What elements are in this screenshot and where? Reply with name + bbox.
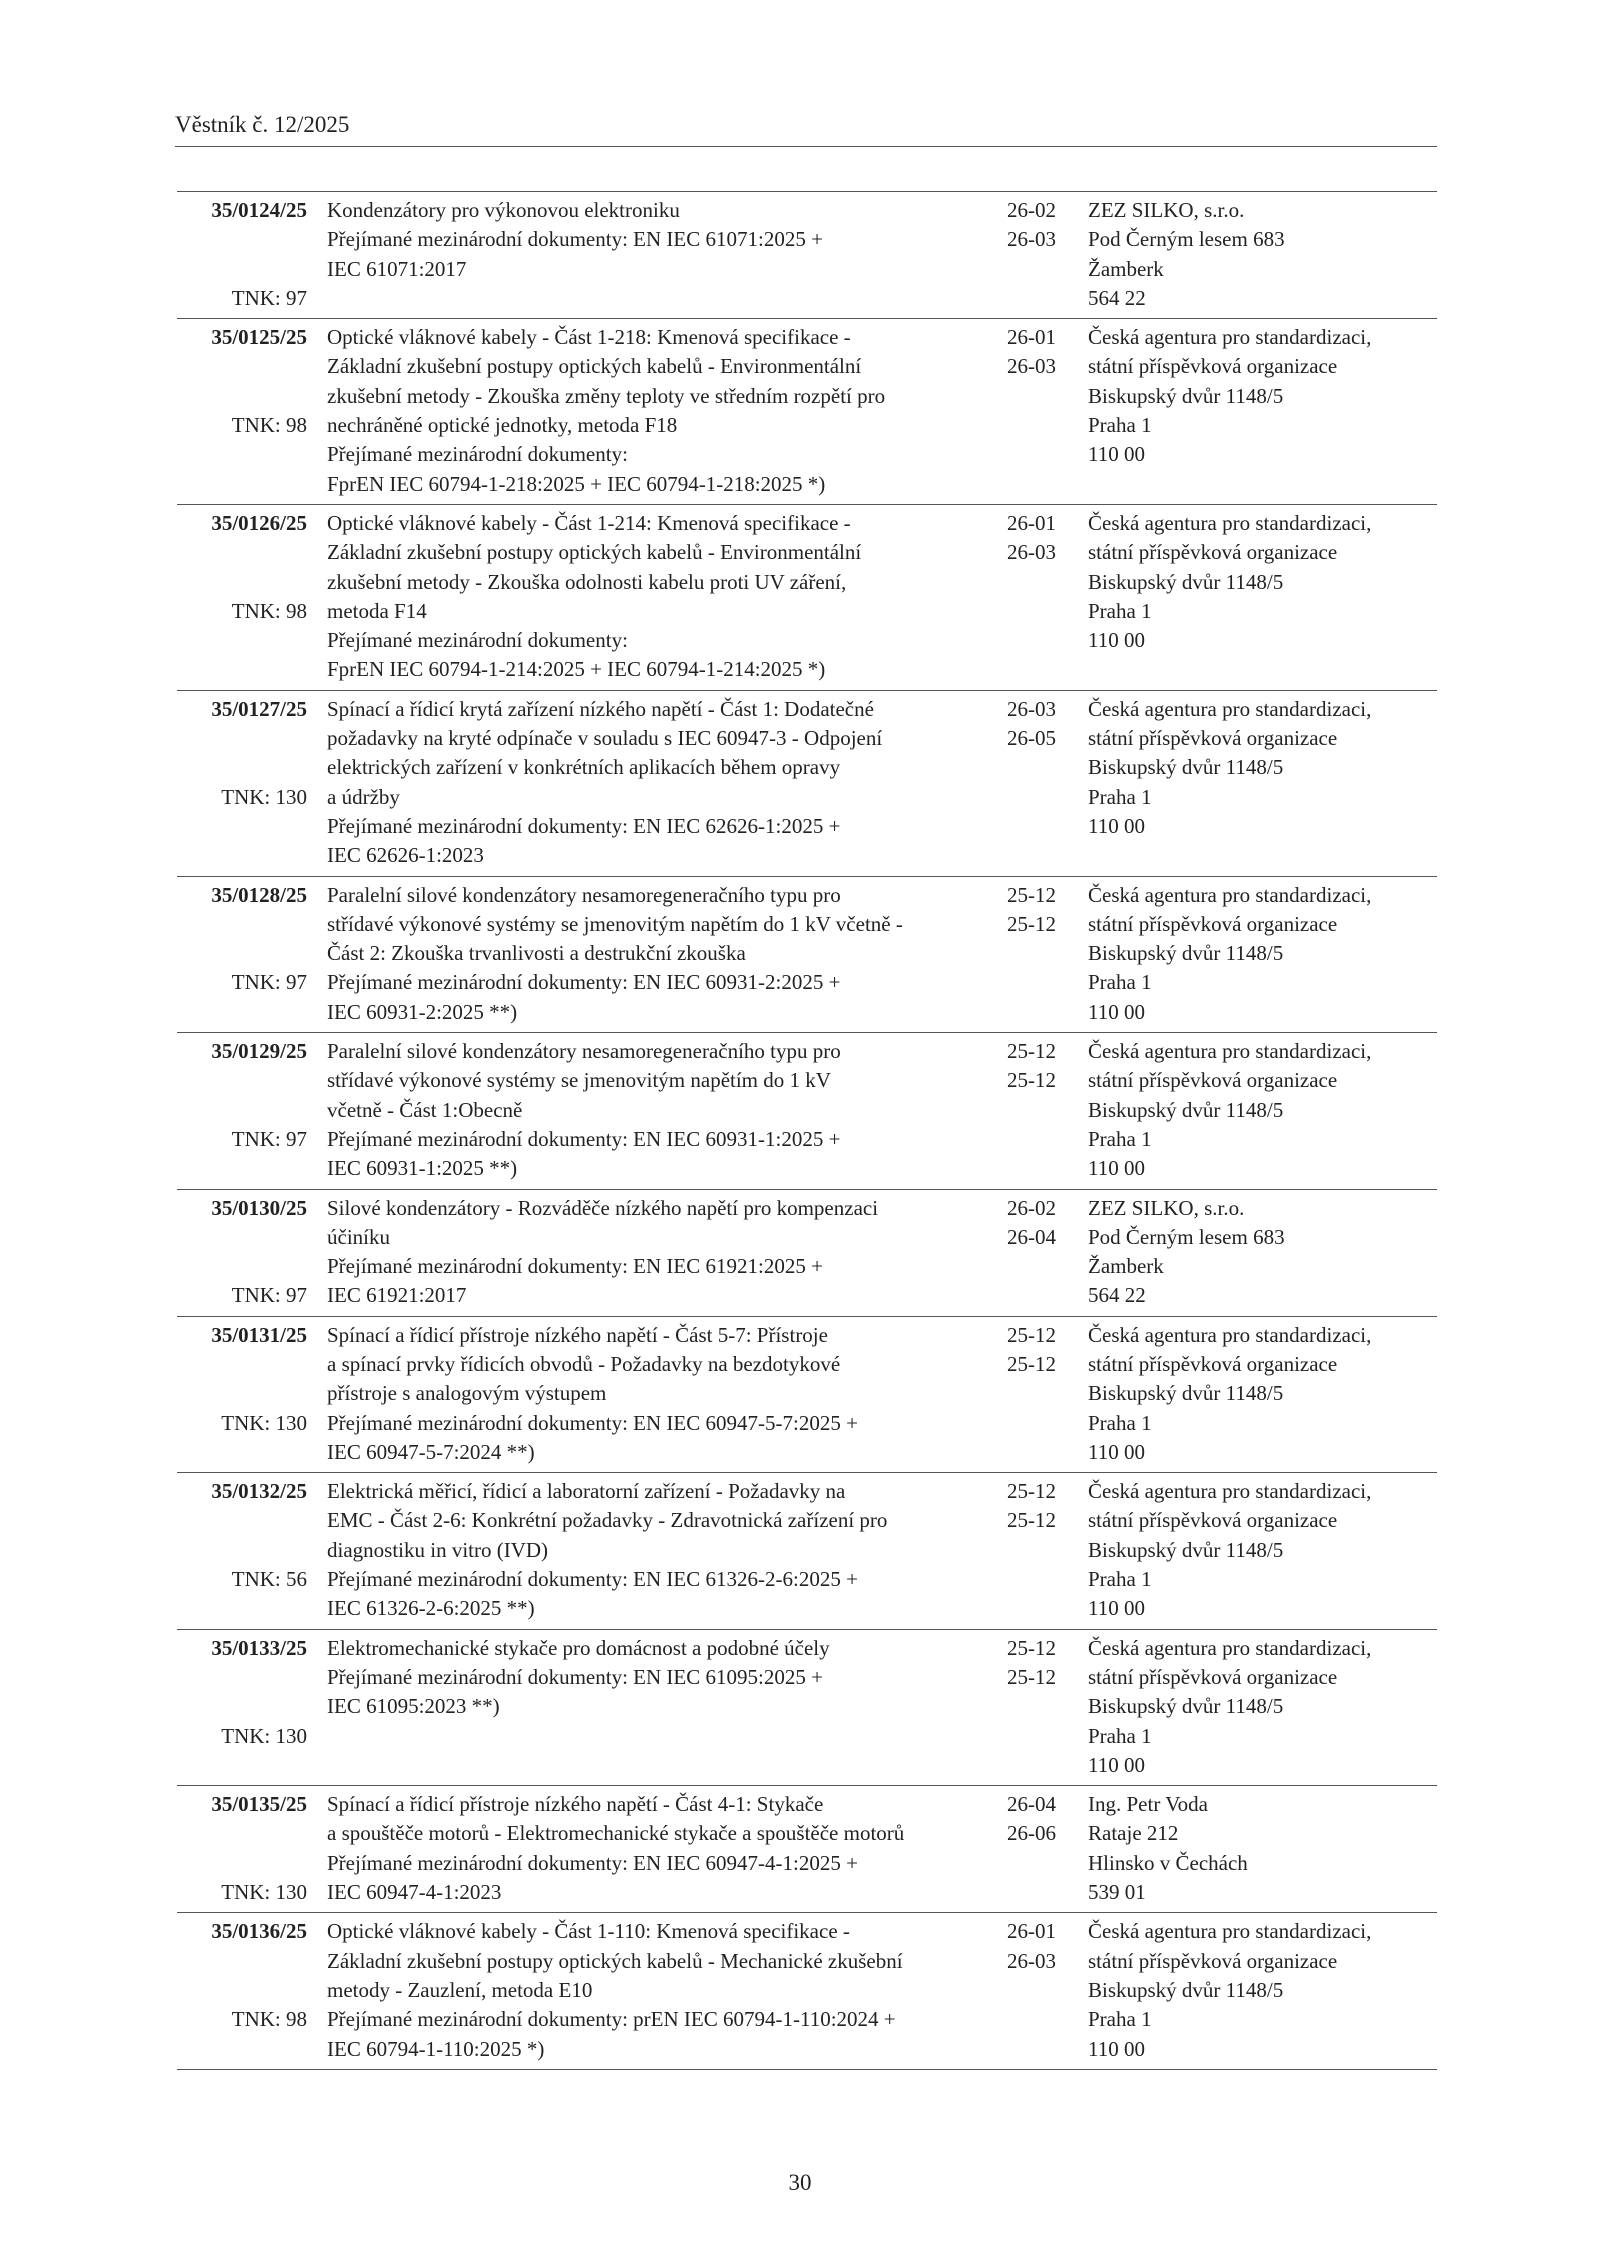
org-line: 110 00 (1088, 813, 1145, 838)
org-line: Biskupský dvůr 1148/5 (1088, 1537, 1284, 1562)
title-line: zkušební metody - Zkouška změny teploty ve středním rozpětí pro (327, 383, 886, 408)
entry-id: 35/0127/25 (211, 696, 307, 721)
entry-org-cell (1088, 1477, 1437, 1623)
org-line: státní příspěvková organizace (1088, 354, 1338, 379)
tnk-label: TNK: 130 (221, 1410, 307, 1435)
table-row (177, 1317, 1437, 1473)
date: 26-04 (1007, 1224, 1056, 1249)
org-line: Česká agentura pro standardizaci, (1088, 1479, 1372, 1504)
entry-org-cell (1088, 509, 1437, 685)
entry-title-cell (317, 196, 1007, 313)
date: 26-02 (1007, 1195, 1056, 1220)
title-line: nechráněné optické jednotky, metoda F18 (327, 413, 678, 438)
title-line: Optické vláknové kabely - Část 1-214: Kmenová specifikace - (327, 510, 851, 535)
org-line: Rataje 212 (1088, 1821, 1179, 1846)
tnk-label: TNK: 98 (231, 2007, 307, 2032)
title-line: Přejímané mezinárodní dokumenty: EN IEC 62626-1:2025 + (327, 813, 841, 838)
table-row (177, 505, 1437, 691)
header-divider (175, 146, 1437, 147)
org-line: Česká agentura pro standardizaci, (1088, 1635, 1372, 1660)
title-line: Základní zkušební postupy optických kabelů - Mechanické zkušební (327, 1948, 903, 1973)
org-line: Biskupský dvůr 1148/5 (1088, 1097, 1284, 1122)
title-line: Přejímané mezinárodní dokumenty: EN IEC 61921:2025 + (327, 1254, 823, 1279)
title-line: Optické vláknové kabely - Část 1-110: Kmenová specifikace - (327, 1919, 850, 1944)
date: 26-04 (1007, 1792, 1056, 1817)
entry-dates-cell (1007, 1477, 1088, 1623)
org-line: Praha 1 (1088, 1410, 1152, 1435)
title-line: Přejímané mezinárodní dokumenty: EN IEC 61095:2025 + (327, 1664, 823, 1689)
org-line: státní příspěvková organizace (1088, 1068, 1338, 1093)
table-row (177, 691, 1437, 877)
title-line: IEC 61921:2017 (327, 1283, 467, 1308)
tnk-label: TNK: 97 (231, 970, 307, 995)
org-line: 110 00 (1088, 442, 1145, 467)
entry-id-cell (177, 1634, 317, 1780)
table-row (177, 877, 1437, 1033)
tnk-label: TNK: 97 (231, 1283, 307, 1308)
entry-title-cell (317, 323, 1007, 499)
table-row (177, 1033, 1437, 1189)
org-line: Česká agentura pro standardizaci, (1088, 1322, 1372, 1347)
org-line: státní příspěvková organizace (1088, 1948, 1338, 1973)
tnk-label: TNK: 98 (231, 598, 307, 623)
table-row (177, 1473, 1437, 1629)
org-line: Česká agentura pro standardizaci, (1088, 325, 1372, 350)
title-line: Přejímané mezinárodní dokumenty: EN IEC 60931-2:2025 + (327, 970, 841, 995)
title-line: Přejímané mezinárodní dokumenty: (327, 442, 628, 467)
org-line: Biskupský dvůr 1148/5 (1088, 1381, 1284, 1406)
tnk-label: TNK: 98 (231, 413, 307, 438)
bulletin-header: Věstník č. 12/2025 (175, 112, 350, 137)
title-line: IEC 61095:2023 **) (327, 1694, 500, 1719)
date: 25-12 (1007, 1322, 1056, 1347)
title-line: Elektrická měřicí, řídicí a laboratorní zařízení - Požadavky na (327, 1479, 846, 1504)
entry-id-cell (177, 1917, 317, 2063)
entry-title-cell (317, 1477, 1007, 1623)
org-line: Biskupský dvůr 1148/5 (1088, 569, 1284, 594)
table-row (177, 1913, 1437, 2069)
date: 25-12 (1007, 1039, 1056, 1064)
date: 25-12 (1007, 1068, 1056, 1093)
entry-dates-cell (1007, 1634, 1088, 1780)
entry-title-cell (317, 881, 1007, 1027)
org-line: Biskupský dvůr 1148/5 (1088, 1977, 1284, 2002)
date: 26-01 (1007, 325, 1056, 350)
title-line: Spínací a řídicí přístroje nízkého napětí - Část 4-1: Stykače (327, 1792, 824, 1817)
title-line: Paralelní silové kondenzátory nesamoregeneračního typu pro (327, 882, 841, 907)
org-line: Česká agentura pro standardizaci, (1088, 1039, 1372, 1064)
entry-dates-cell (1007, 695, 1088, 871)
entry-id-cell (177, 1790, 317, 1907)
org-line: Biskupský dvůr 1148/5 (1088, 383, 1284, 408)
entry-id-cell (177, 1194, 317, 1311)
org-line: Ing. Petr Voda (1088, 1792, 1208, 1817)
title-line: Silové kondenzátory - Rozváděče nízkého napětí pro kompenzaci (327, 1195, 879, 1220)
title-line: Spínací a řídicí přístroje nízkého napětí - Část 5-7: Přístroje (327, 1322, 828, 1347)
title-line: účiníku (327, 1224, 390, 1249)
title-line: metody - Zauzlení, metoda E10 (327, 1977, 593, 2002)
date: 25-12 (1007, 1508, 1056, 1533)
title-line: střídavé výkonové systémy se jmenovitým napětím do 1 kV včetně - (327, 911, 903, 936)
entry-title-cell (317, 695, 1007, 871)
title-line: a údržby (327, 784, 400, 809)
org-line: státní příspěvková organizace (1088, 911, 1338, 936)
entry-id: 35/0130/25 (211, 1195, 307, 1220)
entry-title-cell (317, 1917, 1007, 2063)
title-line: a spínací prvky řídicích obvodů - Požadavky na bezdotykové (327, 1351, 841, 1376)
org-line: státní příspěvková organizace (1088, 726, 1338, 751)
entry-dates-cell (1007, 1037, 1088, 1183)
org-line: 539 01 (1088, 1880, 1146, 1905)
org-line: státní příspěvková organizace (1088, 1664, 1338, 1689)
entry-title-cell (317, 1194, 1007, 1311)
title-line: Přejímané mezinárodní dokumenty: EN IEC 60931-1:2025 + (327, 1126, 841, 1151)
tnk-label: TNK: 130 (221, 1880, 307, 1905)
org-line: Pod Černým lesem 683 (1088, 227, 1285, 252)
entry-id-cell (177, 881, 317, 1027)
org-line: Praha 1 (1088, 1723, 1152, 1748)
title-line: Přejímané mezinárodní dokumenty: EN IEC 60947-5-7:2025 + (327, 1410, 858, 1435)
org-line: 110 00 (1088, 628, 1145, 653)
entry-id-cell (177, 1037, 317, 1183)
entry-id-cell (177, 1321, 317, 1467)
entry-id-cell (177, 509, 317, 685)
org-line: Česká agentura pro standardizaci, (1088, 510, 1372, 535)
standards-table (177, 191, 1437, 2070)
title-line: Přejímané mezinárodní dokumenty: prEN IEC 60794-1-110:2024 + (327, 2007, 896, 2032)
table-row (177, 1630, 1437, 1786)
title-line: IEC 60947-5-7:2024 **) (327, 1439, 535, 1464)
title-line: střídavé výkonové systémy se jmenovitým napětím do 1 kV (327, 1068, 831, 1093)
title-line: IEC 61071:2017 (327, 256, 467, 281)
entry-title-cell (317, 1037, 1007, 1183)
entry-title-cell (317, 509, 1007, 685)
date: 26-06 (1007, 1821, 1056, 1846)
title-line: FprEN IEC 60794-1-218:2025 + IEC 60794-1-218:2025 *) (327, 471, 826, 496)
table-row (177, 1786, 1437, 1913)
title-line: IEC 62626-1:2023 (327, 843, 484, 868)
title-line: Spínací a řídicí krytá zařízení nízkého napětí - Část 1: Dodatečné (327, 696, 874, 721)
title-line: včetně - Část 1:Obecně (327, 1097, 523, 1122)
title-line: Přejímané mezinárodní dokumenty: EN IEC 61071:2025 + (327, 227, 823, 252)
org-line: Hlinsko v Čechách (1088, 1850, 1248, 1875)
date: 26-01 (1007, 1919, 1056, 1944)
entry-dates-cell (1007, 881, 1088, 1027)
title-line: Část 2: Zkouška trvanlivosti a destrukční zkouška (327, 941, 746, 966)
title-line: Základní zkušební postupy optických kabelů - Environmentální (327, 540, 862, 565)
org-line: 564 22 (1088, 285, 1146, 310)
entry-id: 35/0129/25 (211, 1039, 307, 1064)
org-line: Praha 1 (1088, 1126, 1152, 1151)
entry-org-cell (1088, 1194, 1437, 1311)
title-line: EMC - Část 2-6: Konkrétní požadavky - Zdravotnická zařízení pro (327, 1508, 888, 1533)
entry-title-cell (317, 1790, 1007, 1907)
org-line: 110 00 (1088, 1752, 1145, 1777)
date: 26-03 (1007, 696, 1056, 721)
org-line: 110 00 (1088, 1439, 1145, 1464)
title-line: IEC 60794-1-110:2025 *) (327, 2036, 545, 2061)
date: 25-12 (1007, 1635, 1056, 1660)
org-line: Praha 1 (1088, 784, 1152, 809)
entry-org-cell (1088, 1917, 1437, 2063)
date: 25-12 (1007, 882, 1056, 907)
title-line: Základní zkušební postupy optických kabelů - Environmentální (327, 354, 862, 379)
org-line: Praha 1 (1088, 598, 1152, 623)
org-line: Pod Černým lesem 683 (1088, 1224, 1285, 1249)
entry-id: 35/0125/25 (211, 325, 307, 350)
title-line: IEC 60931-1:2025 **) (327, 1156, 518, 1181)
org-line: ZEZ SILKO, s.r.o. (1088, 1195, 1245, 1220)
org-line: Praha 1 (1088, 1567, 1152, 1592)
entry-id-cell (177, 695, 317, 871)
entry-org-cell (1088, 881, 1437, 1027)
org-line: Česká agentura pro standardizaci, (1088, 696, 1372, 721)
title-line: FprEN IEC 60794-1-214:2025 + IEC 60794-1-214:2025 *) (327, 657, 826, 682)
title-line: požadavky na kryté odpínače v souladu s IEC 60947-3 - Odpojení (327, 726, 883, 751)
title-line: Kondenzátory pro výkonovou elektroniku (327, 198, 680, 222)
entry-id-cell (177, 1477, 317, 1623)
tnk-label: TNK: 56 (231, 1567, 307, 1592)
org-line: Biskupský dvůr 1148/5 (1088, 755, 1284, 780)
date: 26-02 (1007, 198, 1056, 222)
entry-org-cell (1088, 695, 1437, 871)
date: 26-03 (1007, 354, 1056, 379)
entry-org-cell (1088, 323, 1437, 499)
title-line: IEC 60931-2:2025 **) (327, 999, 518, 1024)
entry-id: 35/0124/25 (211, 198, 307, 222)
org-line: 110 00 (1088, 999, 1145, 1024)
table-row (177, 319, 1437, 505)
table-row (177, 1190, 1437, 1317)
entry-org-cell (1088, 196, 1437, 313)
date: 26-05 (1007, 726, 1056, 751)
date: 25-12 (1007, 1479, 1056, 1504)
org-line: Česká agentura pro standardizaci, (1088, 1919, 1372, 1944)
org-line: Praha 1 (1088, 413, 1152, 438)
org-line: Biskupský dvůr 1148/5 (1088, 1694, 1284, 1719)
entry-dates-cell (1007, 509, 1088, 685)
entry-title-cell (317, 1634, 1007, 1780)
org-line: státní příspěvková organizace (1088, 540, 1338, 565)
title-line: Paralelní silové kondenzátory nesamoregeneračního typu pro (327, 1039, 841, 1064)
entry-org-cell (1088, 1321, 1437, 1467)
entry-id: 35/0131/25 (211, 1322, 307, 1347)
entry-id: 35/0133/25 (211, 1635, 307, 1660)
entry-title-cell (317, 1321, 1007, 1467)
entry-id: 35/0126/25 (211, 510, 307, 535)
title-line: diagnostiku in vitro (IVD) (327, 1537, 549, 1562)
title-line: a spouštěče motorů - Elektromechanické stykače a spouštěče motorů (327, 1821, 905, 1846)
tnk-label: TNK: 130 (221, 784, 307, 809)
org-line: Biskupský dvůr 1148/5 (1088, 941, 1284, 966)
date: 26-03 (1007, 540, 1056, 565)
title-line: metoda F14 (327, 598, 427, 623)
table-row (177, 192, 1437, 319)
entry-org-cell (1088, 1634, 1437, 1780)
org-line: státní příspěvková organizace (1088, 1508, 1338, 1533)
date: 25-12 (1007, 1664, 1056, 1689)
org-line: ZEZ SILKO, s.r.o. (1088, 198, 1245, 222)
org-line: 564 22 (1088, 1283, 1146, 1308)
org-line: Žamberk (1088, 1254, 1164, 1279)
entry-org-cell (1088, 1037, 1437, 1183)
entry-dates-cell (1007, 196, 1088, 313)
entry-dates-cell (1007, 1321, 1088, 1467)
title-line: Přejímané mezinárodní dokumenty: EN IEC 61326-2-6:2025 + (327, 1567, 858, 1592)
tnk-label: TNK: 97 (231, 285, 307, 310)
date: 26-01 (1007, 510, 1056, 535)
org-line: Žamberk (1088, 256, 1164, 281)
title-line: Elektromechanické stykače pro domácnost a podobné účely (327, 1635, 830, 1660)
entry-dates-cell (1007, 1194, 1088, 1311)
date: 26-03 (1007, 227, 1056, 252)
title-line: přístroje s analogovým výstupem (327, 1381, 607, 1406)
title-line: IEC 61326-2-6:2025 **) (327, 1596, 535, 1621)
org-line: Česká agentura pro standardizaci, (1088, 882, 1372, 907)
entry-id: 35/0136/25 (211, 1919, 307, 1944)
tnk-label: TNK: 130 (221, 1723, 307, 1748)
entry-id-cell (177, 323, 317, 499)
date: 26-03 (1007, 1948, 1056, 1973)
org-line: 110 00 (1088, 1596, 1145, 1621)
tnk-label: TNK: 97 (231, 1126, 307, 1151)
entry-id: 35/0128/25 (211, 882, 307, 907)
entry-dates-cell (1007, 1917, 1088, 2063)
org-line: 110 00 (1088, 2036, 1145, 2061)
title-line: Optické vláknové kabely - Část 1-218: Kmenová specifikace - (327, 325, 851, 350)
title-line: Přejímané mezinárodní dokumenty: EN IEC 60947-4-1:2025 + (327, 1850, 858, 1875)
org-line: Praha 1 (1088, 2007, 1152, 2032)
entry-id: 35/0135/25 (211, 1792, 307, 1817)
org-line: státní příspěvková organizace (1088, 1351, 1338, 1376)
title-line: elektrických zařízení v konkrétních aplikacích během opravy (327, 755, 841, 780)
entry-org-cell (1088, 1790, 1437, 1907)
title-line: zkušební metody - Zkouška odolnosti kabelu proti UV záření, (327, 569, 847, 594)
title-line: Přejímané mezinárodní dokumenty: (327, 628, 628, 653)
org-line: Praha 1 (1088, 970, 1152, 995)
date: 25-12 (1007, 911, 1056, 936)
org-line: 110 00 (1088, 1156, 1145, 1181)
entry-id-cell (177, 196, 317, 313)
page-number: 30 (788, 2170, 812, 2195)
entry-dates-cell (1007, 1790, 1088, 1907)
entry-dates-cell (1007, 323, 1088, 499)
date: 25-12 (1007, 1351, 1056, 1376)
entry-id: 35/0132/25 (211, 1479, 307, 1504)
title-line: IEC 60947-4-1:2023 (327, 1880, 502, 1905)
